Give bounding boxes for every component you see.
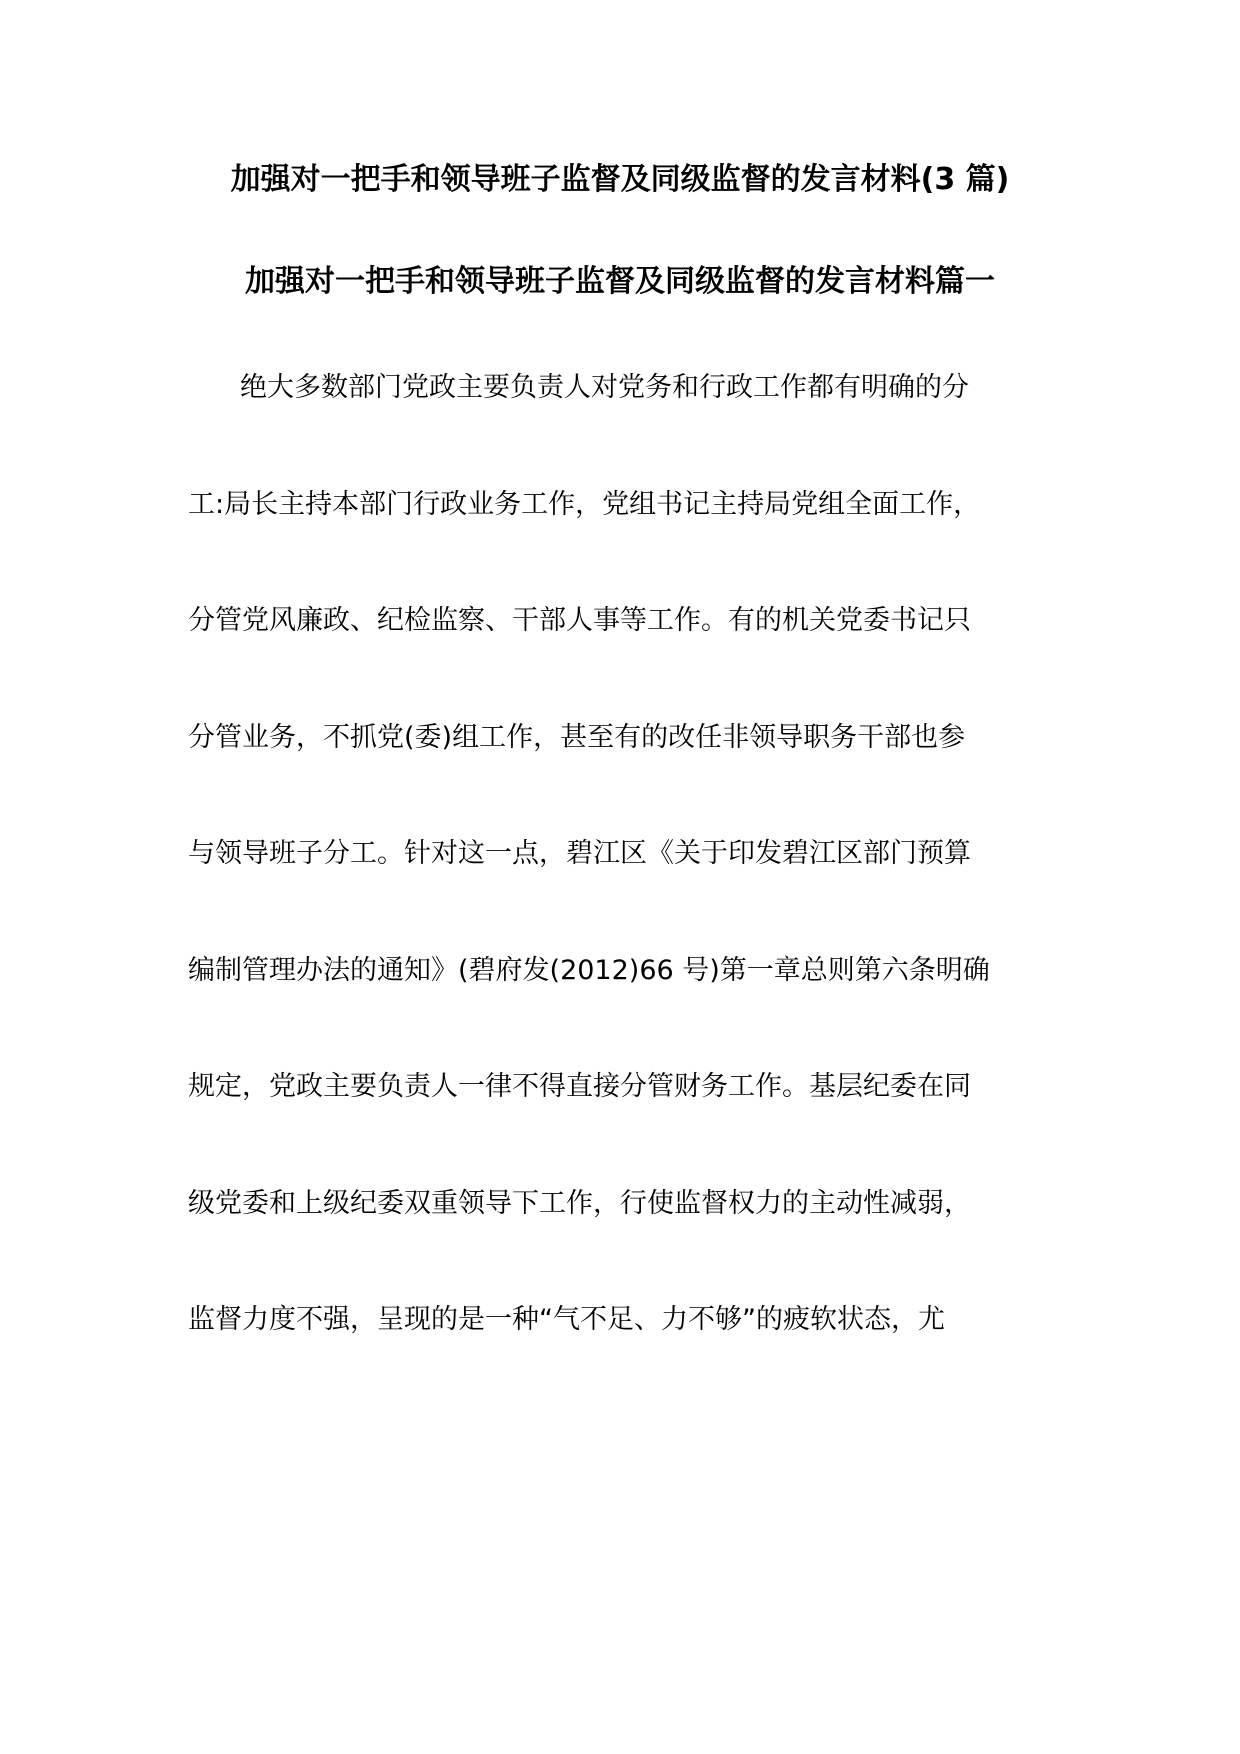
paragraph-line: 规定，党政主要负责人一律不得直接分管财务工作。基层纪委在同	[188, 1071, 971, 1102]
paragraph-line: 分管业务，不抓党(委)组工作，甚至有的改任非领导职务干部也参	[188, 722, 966, 753]
section-heading: 加强对一把手和领导班子监督及同级监督的发言材料篇一	[245, 264, 995, 299]
paragraph-line: 分管党风廉政、纪检监察、干部人事等工作。有的机关党委书记只	[188, 605, 971, 636]
paragraph-line: 工:局长主持本部门行政业务工作，党组书记主持局党组全面工作，	[188, 489, 981, 520]
paragraph-line: 与领导班子分工。针对这一点，碧江区《关于印发碧江区部门预算	[188, 838, 971, 869]
paragraph-line: 监督力度不强，呈现的是一种“气不足、力不够”的疲软状态，尤	[188, 1304, 945, 1335]
paragraph-line: 级党委和上级纪委双重领导下工作，行使监督权力的主动性减弱，	[188, 1188, 971, 1219]
document-title: 加强对一把手和领导班子监督及同级监督的发言材料(3 篇)	[230, 162, 1010, 197]
paragraph-line: 绝大多数部门党政主要负责人对党务和行政工作都有明确的分	[240, 372, 969, 403]
paragraph-line: 编制管理办法的通知》(碧府发(2012)66 号)第一章总则第六条明确	[188, 955, 990, 986]
